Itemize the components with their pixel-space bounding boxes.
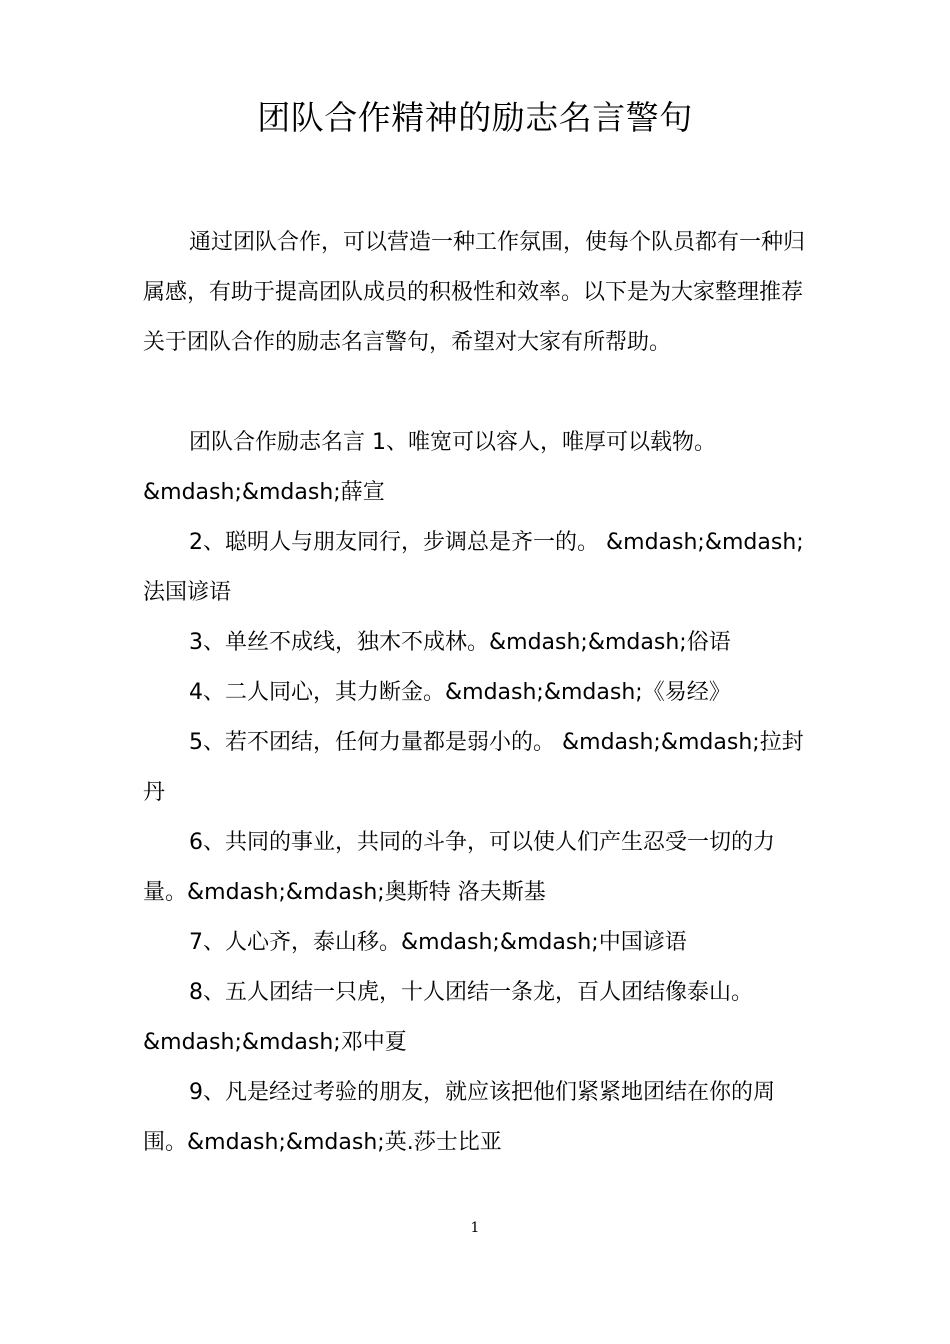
quote-item: 7、人心齐，泰山移。&mdash;&mdash;中国谚语 [189, 930, 687, 955]
quote-item: 6、共同的事业，共同的斗争，可以使人们产生忍受一切的力量。&mdash;&mdash;奥斯特 洛夫斯基 [143, 830, 775, 905]
quote-item: 8、五人团结一只虎，十人团结一条龙，百人团结像泰山。&mdash;&mdash;邓中夏 [143, 980, 753, 1055]
document-body [143, 218, 810, 1168]
paragraph-spacer [143, 368, 810, 418]
quote-item: 团队合作励志名言 1、唯宽可以容人，唯厚可以载物。&mdash;&mdash;薛宣 [143, 430, 716, 505]
quote-item: 9、凡是经过考验的朋友，就应该把他们紧紧地团结在你的周围。&mdash;&mdash;英.莎士比亚 [143, 1080, 775, 1155]
intro-paragraph: 通过团队合作，可以营造一种工作氛围，使每个队员都有一种归属感，有助于提高团队成员的积极性和效率。以下是为大家整理推荐关于团队合作的励志名言警句，希望对大家有所帮助。 [143, 230, 806, 355]
quote-item: 4、二人同心，其力断金。&mdash;&mdash;《易经》 [189, 680, 731, 705]
quote-item: 3、单丝不成线，独木不成林。&mdash;&mdash;俗语 [189, 630, 731, 655]
quote-item: 2、聪明人与朋友同行，步调总是齐一的。 &mdash;&mdash;法国谚语 [143, 530, 804, 605]
quote-item: 5、若不团结，任何力量都是弱小的。 &mdash;&mdash;拉封丹 [143, 730, 804, 805]
page-number: 1 [470, 1220, 480, 1236]
document-title: 团队合作精神的励志名言警句 [257, 98, 693, 137]
